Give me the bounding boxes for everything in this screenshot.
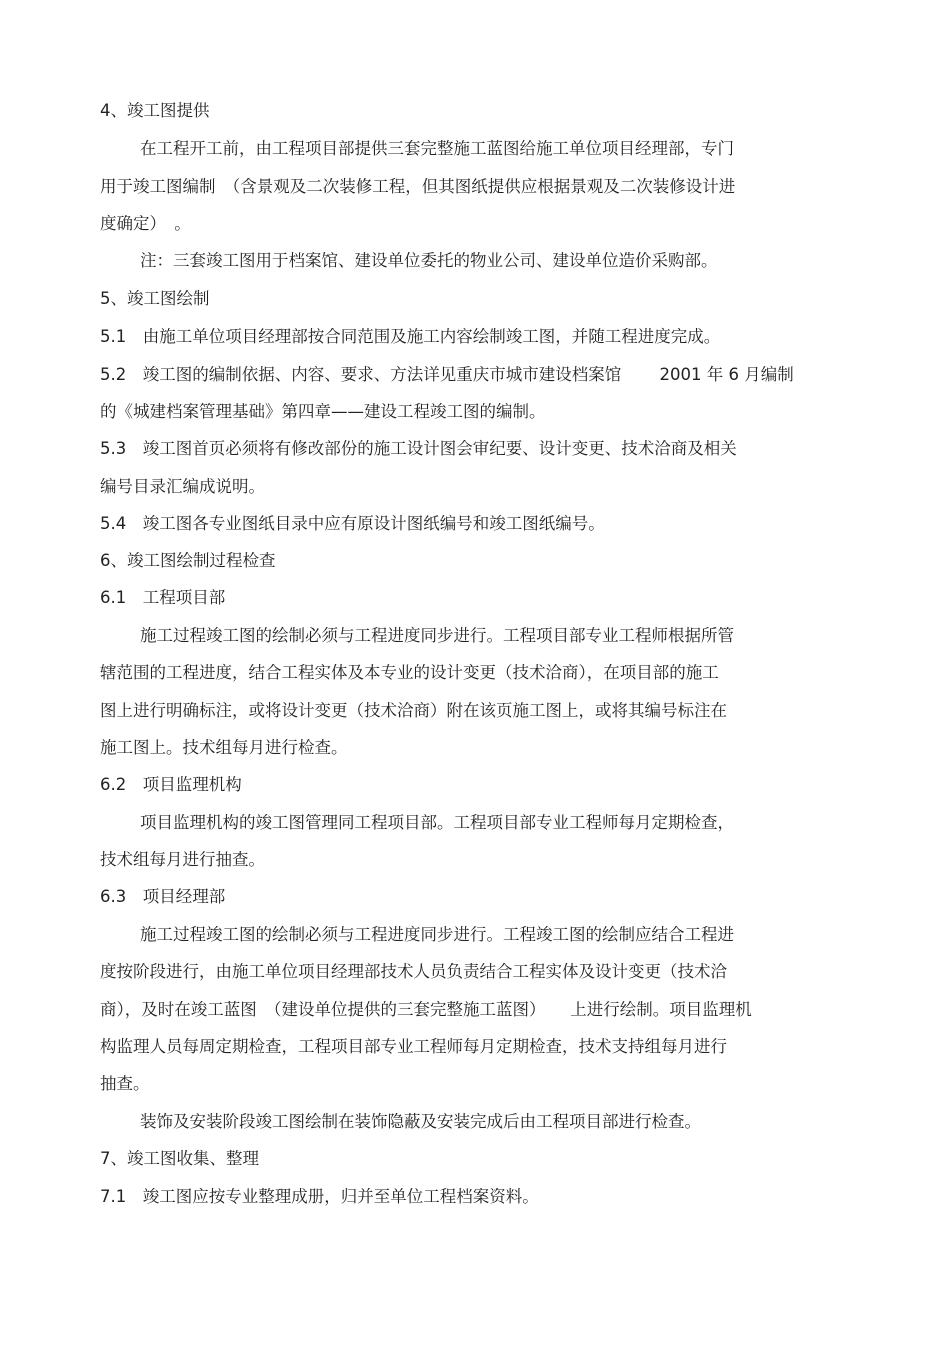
paragraph-line: 施工过程竣工图的绘制必须与工程进度同步进行。工程项目部专业工程师根据所管 <box>140 626 734 645</box>
paragraph-line: 度按阶段进行，由施工单位项目经理部技术人员负责结合工程实体及设计变更（技术洽 <box>100 962 727 981</box>
section-heading-4: 4、竣工图提供 <box>100 101 210 120</box>
clause-5-4: 5.4 竣工图各专业图纸目录中应有原设计图纸编号和竣工图纸编号。 <box>100 514 605 533</box>
clause-6-2: 6.2 项目监理机构 <box>100 775 242 794</box>
paragraph-line: 抽查。 <box>100 1074 150 1093</box>
paragraph-line: 度确定） 。 <box>100 214 191 233</box>
paragraph-line: 的《城建档案管理基础》第四章——建设工程竣工图的编制。 <box>100 402 546 421</box>
paragraph-line: 在工程开工前，由工程项目部提供三套完整施工蓝图给施工单位项目经理部，专门 <box>140 139 734 158</box>
paragraph-line: 图上进行明确标注，或将设计变更（技术洽商）附在该页施工图上，或将其编号标注在 <box>100 701 727 720</box>
paragraph-line: 商），及时在竣工蓝图 （建设单位提供的三套完整施工蓝图） 上进行绘制。项目监理机 <box>100 1000 752 1019</box>
note-line: 注：三套竣工图用于档案馆、建设单位委托的物业公司、建设单位造价采购部。 <box>140 251 718 270</box>
section-heading-5: 5、竣工图绘制 <box>100 289 210 308</box>
paragraph-line: 装饰及安装阶段竣工图绘制在装饰隐蔽及安装完成后由工程项目部进行检查。 <box>140 1112 701 1131</box>
clause-6-3: 6.3 项目经理部 <box>100 887 226 906</box>
section-heading-6: 6、竣工图绘制过程检查 <box>100 551 276 570</box>
paragraph-line: 编号目录汇编成说明。 <box>100 477 265 496</box>
paragraph-line: 施工图上。技术组每月进行检查。 <box>100 738 348 757</box>
paragraph-line: 辖范围的工程进度，结合工程实体及本专业的设计变更（技术洽商），在项目部的施工 <box>100 663 719 682</box>
clause-5-3: 5.3 竣工图首页必须将有修改部份的施工设计图会审纪要、设计变更、技术洽商及相关 <box>100 439 737 458</box>
clause-5-1: 5.1 由施工单位项目经理部按合同范围及施工内容绘制竣工图，并随工程进度完成。 <box>100 327 721 346</box>
paragraph-line: 构监理人员每周定期检查，工程项目部专业工程师每月定期检查，技术支持组每月进行 <box>100 1037 727 1056</box>
paragraph-line: 技术组每月进行抽查。 <box>100 850 265 869</box>
paragraph-line: 用于竣工图编制 （含景观及二次装修工程，但其图纸提供应根据景观及二次装修设计进 <box>100 177 736 196</box>
clause-6-1: 6.1 工程项目部 <box>100 588 226 607</box>
paragraph-line: 项目监理机构的竣工图管理同工程项目部。工程项目部专业工程师每月定期检查， <box>140 813 734 832</box>
paragraph-line: 施工过程竣工图的绘制必须与工程进度同步进行。工程竣工图的绘制应结合工程进 <box>140 925 734 944</box>
section-heading-7: 7、竣工图收集、整理 <box>100 1149 259 1168</box>
clause-7-1: 7.1 竣工图应按专业整理成册，归并至单位工程档案资料。 <box>100 1187 539 1206</box>
clause-5-2: 5.2 竣工图的编制依据、内容、要求、方法详见重庆市城市建设档案馆 2001 年 6 月编制 <box>100 365 794 384</box>
